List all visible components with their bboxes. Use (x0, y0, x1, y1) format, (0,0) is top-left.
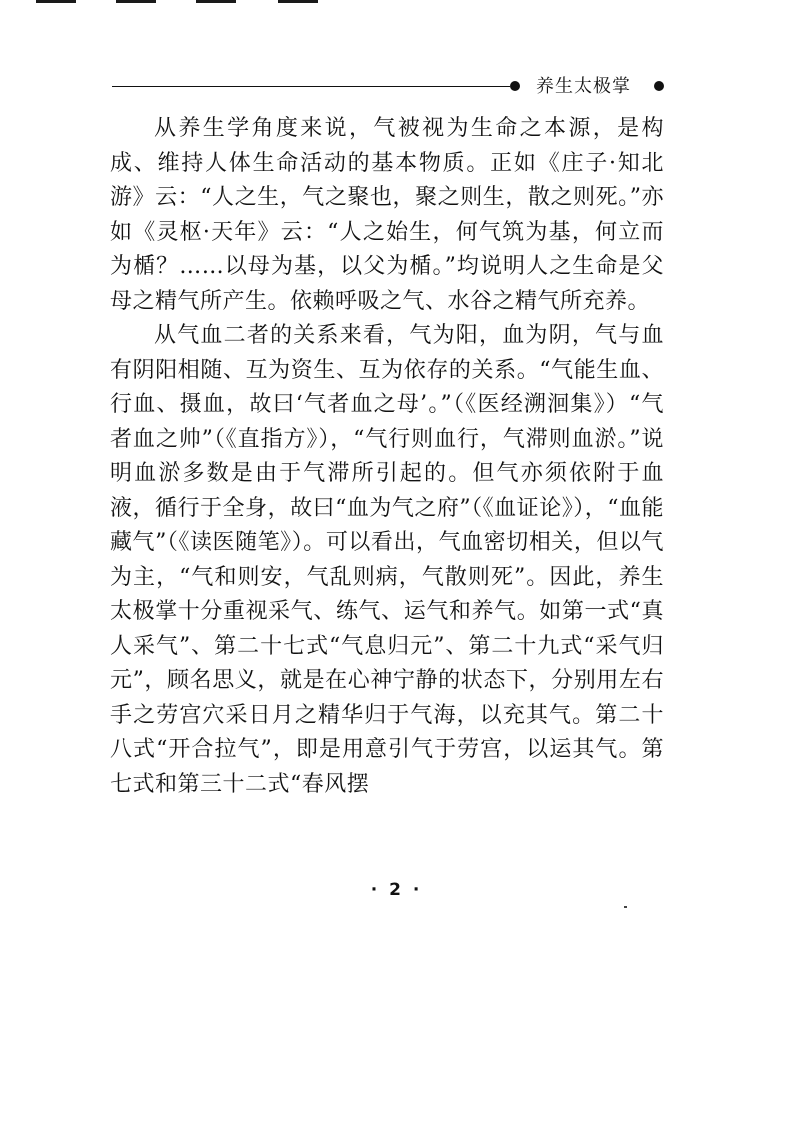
header-rule (112, 86, 510, 87)
scan-mark (36, 0, 76, 3)
header-bullet-icon (510, 81, 520, 91)
running-header (112, 74, 668, 100)
running-header-title: 养生太极掌 (536, 76, 631, 97)
scan-mark (116, 0, 156, 3)
body-text (110, 112, 664, 802)
scan-mark (278, 0, 318, 3)
scan-mark (196, 0, 236, 3)
page-number: · 2 · (370, 880, 423, 900)
scan-edge-marks (0, 0, 793, 8)
scan-speck (624, 906, 627, 908)
paragraph: 从养生学角度来说，气被视为生命之本源，是构成、维持人体生命活动的基本物质。正如《庄子·知北游》云：“人之生，气之聚也，聚之则生，散之则死。”亦如《灵枢·天年》云：“人之始生，何气筑为基，何立而为楯？……以母为基，以父为楯。”均说明人之生命是父母之精气所产生。依赖呼吸之气、水谷之精气所充养。 (110, 116, 664, 314)
paragraph: 从气血二者的关系来看，气为阳，血为阴，气与血有阴阳相随、互为资生、互为依存的关系。“气能生血、行血、摄血，故曰‘气者血之母’。”（《医经溯洄集》）“气者血之帅”（《直指方》），“气行则血行，气滞则血淤。”说明血淤多数是由于气滞所引起的。但气亦须依附于血液，循行于全身，故曰“血为气之府”（《血证论》），“血能藏气”（《读医随笔》）。可以看出，气血密切相关，但以气为主，“气和则安，气乱则病，气散则死”。因此，养生太极掌十分重视采气、练气、运气和养气。如第一式“真人采气”、第二十七式“气息归元”、第二十九式“采气归元”，顾名思义，就是在心神宁静的状态下，分别用左右手之劳宫穴采日月之精华归于气海，以充其气。第二十八式“开合拉气”，即是用意引气于劳宫，以运其气。第七式和第三十二式“春风摆 (110, 323, 664, 797)
header-bullet-icon (654, 81, 664, 91)
